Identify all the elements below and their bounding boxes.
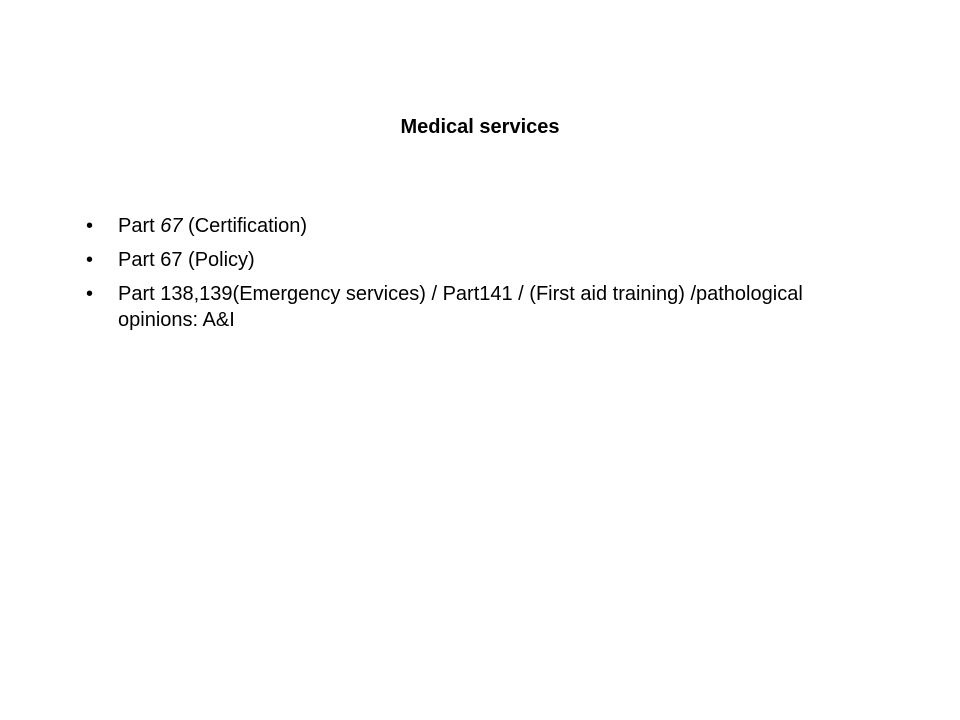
- bullet-text: Part 67 (Policy): [118, 249, 255, 271]
- slide-title: Medical services: [400, 116, 560, 138]
- bullet-text-suffix: (Certification): [182, 215, 307, 237]
- bullet-list: [80, 213, 840, 341]
- list-item: [80, 281, 840, 333]
- bullet-text: Part 138,139(Emergency services) / Part141 / (First aid training) /pathological opinions: A&I: [118, 283, 803, 331]
- list-item: [80, 213, 840, 239]
- bullet-dot: •: [86, 215, 94, 237]
- bullet-dot: •: [86, 249, 94, 271]
- bullet-text-prefix: Part: [118, 215, 161, 237]
- list-item: [80, 247, 840, 273]
- bullet-text-italic: 67: [160, 215, 183, 237]
- bullet-dot: •: [86, 283, 94, 305]
